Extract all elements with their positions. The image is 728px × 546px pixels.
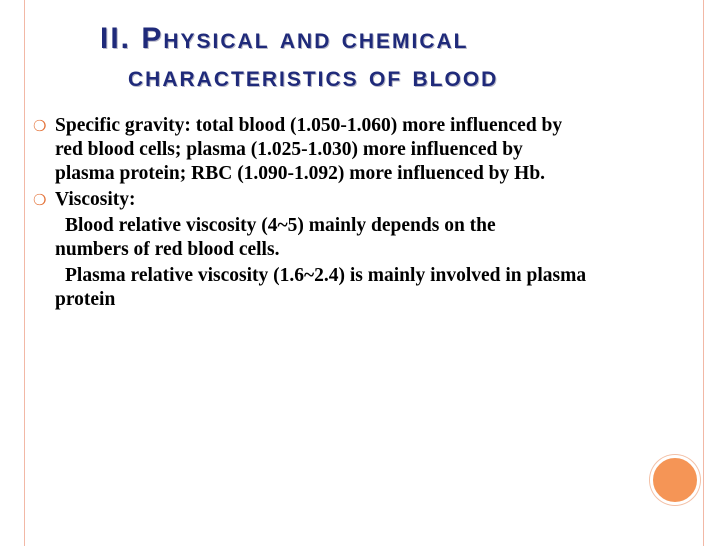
bullet-line: Specific gravity: total blood (1.050-1.060) more influenced by (55, 115, 563, 136)
paragraph-line: protein (55, 289, 116, 310)
slide-body (33, 114, 717, 314)
viscosity-paragraph-blood (33, 214, 717, 262)
paragraph-text: Blood relative viscosity (4~5) mainly depends on the (65, 215, 496, 236)
viscosity-paragraph-plasma (33, 264, 717, 312)
left-vertical-rule (24, 0, 25, 546)
hollow-circle-bullet-icon: ❍ (33, 191, 47, 209)
bullet-line: plasma protein; RBC (1.090-1.092) more influenced by Hb. (55, 163, 546, 184)
bullet-viscosity (33, 188, 717, 212)
paragraph-line: numbers of red blood cells. (55, 239, 280, 260)
bullet-specific-gravity (33, 114, 717, 186)
title-line-2: characteristics of blood (128, 60, 499, 93)
corner-circle-decoration (650, 455, 700, 505)
slide-title (100, 24, 700, 92)
paragraph-line (55, 214, 717, 238)
bullet-line: red blood cells; plasma (1.025-1.030) more influenced by (55, 139, 523, 160)
hollow-circle-bullet-icon: ❍ (33, 117, 47, 135)
paragraph-text: Plasma relative viscosity (1.6~2.4) is mainly involved in plasma (65, 265, 587, 286)
title-line-1: II. Physical and chemical (100, 22, 469, 55)
paragraph-line (55, 264, 717, 288)
bullet-line: Viscosity: (55, 189, 136, 210)
